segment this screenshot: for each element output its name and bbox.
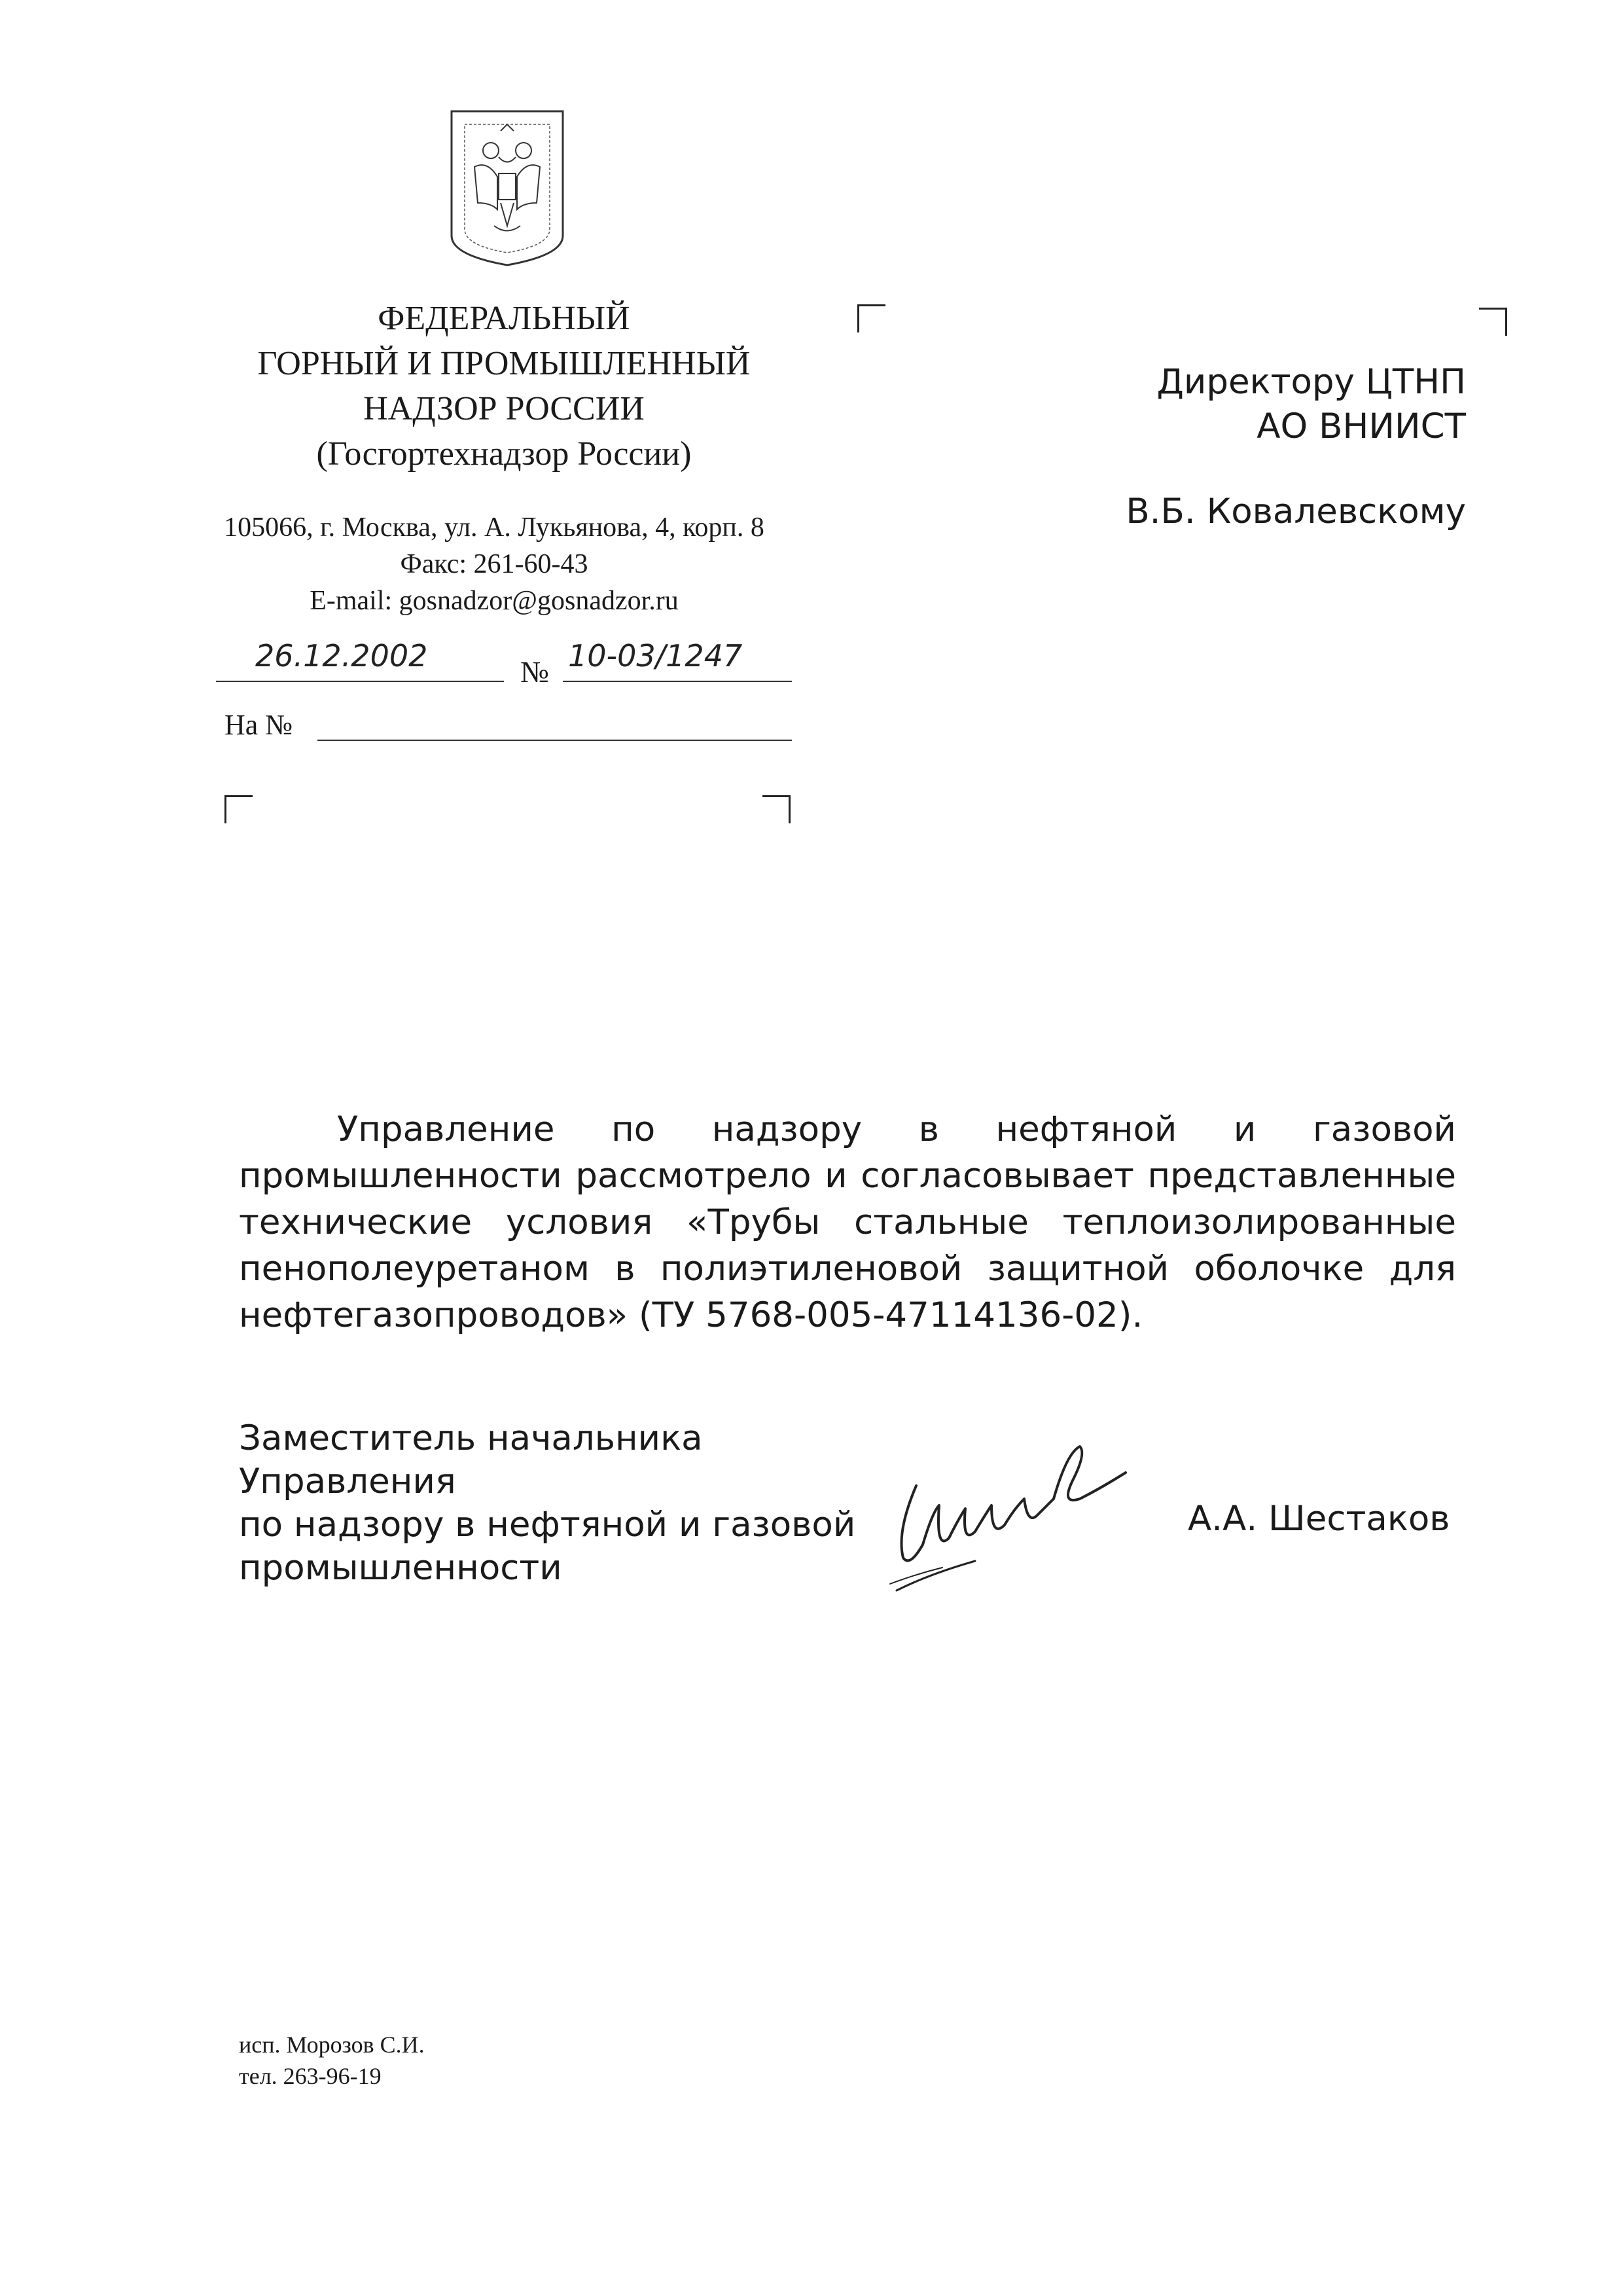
signatory-name: А.А. Шестаков <box>1188 1499 1450 1539</box>
address-block <box>183 509 805 619</box>
recipient-corner-top-right <box>1479 308 1507 336</box>
date-underline <box>216 681 504 682</box>
org-line-2: ГОРНЫЙ И ПРОМЫШЛЕННЫЙ <box>257 345 751 382</box>
recipient-line-2: АО ВНИИСТ <box>1257 406 1466 446</box>
date-value: 26.12.2002 <box>255 638 428 673</box>
organization-header <box>216 296 792 476</box>
recipient-line-1: Директору ЦТНП <box>1156 362 1466 402</box>
reply-number-label: На № <box>224 709 293 741</box>
reply-number-underline <box>317 740 792 741</box>
address-line: 105066, г. Москва, ул. А. Лукьянова, 4, корп. 8 <box>224 512 764 543</box>
executor-name: исп. Морозов С.И. <box>239 2032 425 2058</box>
org-line-4: (Госгортехнадзор России) <box>316 435 692 473</box>
signatory-title-line-3: промышленности <box>239 1548 562 1588</box>
subject-corner-left <box>224 795 253 823</box>
executor-phone: тел. 263-96-19 <box>239 2063 382 2089</box>
letter-body <box>239 1106 1456 1338</box>
fax-line: Факс: 261-60-43 <box>400 549 588 579</box>
body-paragraph: Управление по надзору в нефтяной и газовой промышленности рассмотрело и согласовывает представленные технические условия «Трубы стальные теплоизолированные пенополеуретаном в полиэтиленовой защитной оболочке для нефтегазопроводов» (ТУ 5768-005-47114136-02). <box>239 1109 1456 1335</box>
org-line-1: ФЕДЕРАЛЬНЫЙ <box>378 300 630 337</box>
number-label: № <box>520 655 549 689</box>
handwritten-signature <box>877 1427 1178 1610</box>
recipient-block <box>1060 360 1466 449</box>
number-value: 10-03/1247 <box>568 638 743 673</box>
org-line-3: НАДЗОР РОССИИ <box>363 390 645 427</box>
email-line: E-mail: gosnadzor@gosnadzor.ru <box>310 586 679 616</box>
signatory-title-line-2: по надзору в нефтяной и газовой <box>239 1505 856 1545</box>
recipient-name: В.Б. Ковалевскому <box>1126 492 1466 531</box>
subject-corner-right <box>762 795 791 823</box>
recipient-corner-top-left <box>857 304 885 332</box>
number-underline <box>563 681 792 682</box>
coat-of-arms-icon <box>438 105 576 272</box>
executor-block <box>239 2029 425 2092</box>
signatory-title <box>239 1417 893 1590</box>
signatory-title-line-1: Заместитель начальника Управления <box>239 1418 703 1501</box>
